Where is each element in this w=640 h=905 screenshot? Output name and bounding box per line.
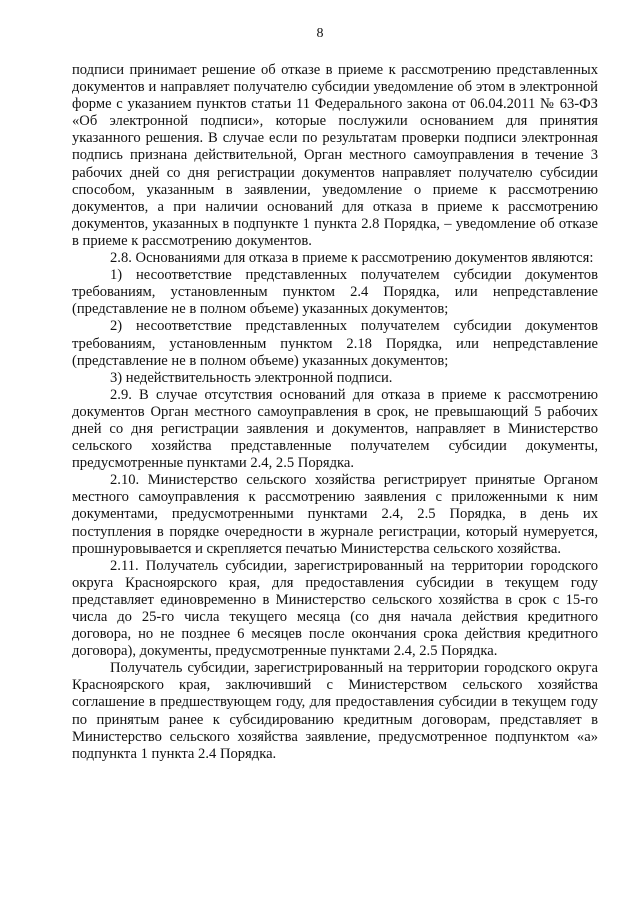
paragraph-2-11: 2.11. Получатель субсидии, зарегистрированный на территории городского округа Красноярского края, для предоставления субсидии в текущем году представляет единовременно в Министерство сельского хозяйства в срок с 15-го числа до 25-го числа текущего месяца (со дня начала действия кредитного договора, но не позднее 6 месяцев после окончания срока действия кредитного договора), документы, предусмотренные пунктами 2.4, 2.5 Порядка.: [72, 557, 598, 660]
document-body: [72, 62, 598, 763]
list-item-2: 2) несоответствие представленных получателем субсидии документов требованиям, установленным пунктом 2.18 Порядка, или непредставление (представление не в полном объеме) указанных документов;: [72, 318, 598, 369]
paragraph-2-10: 2.10. Министерство сельского хозяйства регистрирует принятые Органом местного самоуправления к рассмотрению заявления с приложенными к ним документами, предусмотренными пунктами 2.4, 2.5 Порядка, в день их поступления в порядке очередности в журнале регистрации, который нумеруется, прошнуровывается и скрепляется печатью Министерства сельского хозяйства.: [72, 472, 598, 557]
paragraph-2-8: 2.8. Основаниями для отказа в приеме к рассмотрению документов являются:: [110, 250, 594, 267]
page-number: 8: [316, 26, 324, 41]
paragraph-2-11-continued: Получатель субсидии, зарегистрированный на территории городского округа Красноярского края, заключивший с Министерством сельского хозяйства соглашение в предшествующем году, для предоставления субсидии в текущем году по принятым ранее к субсидированию кредитным договорам, представляет в Министерство сельского хозяйства заявление, предусмотренное подпунктом «а» подпункта 1 пункта 2.4 Порядка.: [72, 660, 598, 762]
list-item-1: 1) несоответствие представленных получателем субсидии документов требованиям, установленным пунктом 2.4 Порядка, или непредставление (представление не в полном объеме) указанных документов;: [72, 267, 598, 318]
paragraph-continuation: подписи принимает решение об отказе в приеме к рассмотрению представленных документов и направляет получателю субсидии уведомление об этом в электронной форме с указанием пунктов статьи 11 Федерального закона от 06.04.2011 № 63-ФЗ «Об электронной подписи», которые послужили основанием для принятия указанного решения. В случае если по результатам проверки подписи электронная подпись признана действительной, Орган местного самоуправления в течение 3 рабочих дней со дня регистрации документов направляет получателю субсидии способом, указанным в заявлении, уведомление о приеме к рассмотрению документов, а при наличии оснований для отказа в приеме к рассмотрению документов, указанных в подпункте 1 пункта 2.8 Порядка, – уведомление об отказе в приеме к рассмотрению документов.: [72, 62, 598, 249]
paragraph-2-9: 2.9. В случае отсутствия оснований для отказа в приеме к рассмотрению документов Орган местного самоуправления в срок, не превышающий 5 рабочих дней со дня регистрации заявления и документов, направляет в Министерство сельского хозяйства представленные получателем субсидии документы, предусмотренные пунктами 2.4, 2.5 Порядка.: [72, 386, 598, 472]
list-item-3: 3) недействительность электронной подписи.: [110, 369, 393, 386]
